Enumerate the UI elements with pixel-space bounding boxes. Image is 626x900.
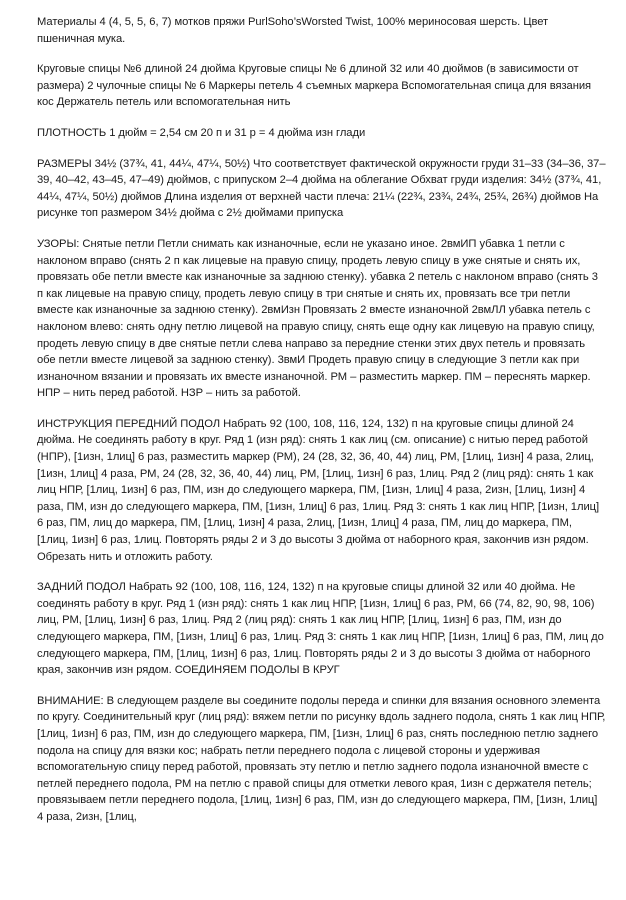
front-hem-paragraph: ИНСТРУКЦИЯ ПЕРЕДНИЙ ПОДОЛ Набрать 92 (100, 108, 116, 124, 132) п на круговые спицы длиной 24 дюйма. Не соединять работу в круг. Ряд 1 (изн ряд): снять 1 как лиц (см. описание) с нитью перед работой (НПР), [1изн, 1лиц] 6 раз, разместить маркер (РМ), 24 (28, 32, 36, 40, 44) лиц, РМ, [1лиц, 1изн] 4 раза, 2лиц, [1изн, 1лиц] 4 раза, РМ, 24 (28, 32, 36, 40, 44) лиц, РМ, [1лиц, 1изн] 6 раз, 1лиц. Ряд 2 (лиц ряд): снять 1 как лиц НПР, [1лиц, 1изн] 6 раз, ПМ, изн до следующего маркера, ПМ, [1изн, 1лиц] 4 раза, 2изн, [1лиц, 1изн] 4 раза, ПМ, изн до следующего маркера, ПМ, [1изн, 1лиц] 6 раз, 1лиц. Ряд 3: снять 1 как лиц НПР, [1изн, 1лиц] 6 раз, ПМ, лиц до маркера, ПМ, [1лиц, 1изн] 4 раза, 2лиц, [1изн, 1лиц] 4 раза, ПМ, лиц до маркера, ПМ, [1лиц, 1изн] 6 раз, 1лиц. Повторять ряды 2 и 3 до высоты 3 дюйма от наборного края, закончив изн рядом. Обрезать нить и отложить работу. — [37, 417, 600, 563]
back-hem-paragraph: ЗАДНИЙ ПОДОЛ Набрать 92 (100, 108, 116, 124, 132) п на круговые спицы длиной 32 или 40 дюйма. Не соединять работу в круг. Ряд 1 (изн ряд): снять 1 как лиц НПР, [1изн, 1лиц] 6 раз, РМ, 66 (74, 82, 90, 98, 106) лиц, РМ, [1лиц, 1изн] 6 раз, 1лиц. Ряд 2 (лиц ряд): снять 1 как лиц НПР, [1лиц, 1изн] 6 раз, ПМ, изн до следующего маркера, ПМ, [1изн, 1лиц] 6 раз, 1лиц. Ряд 3: снять 1 как лиц НПР, [1изн, 1лиц] 6 раз, ПМ, лиц до следующего маркера, ПМ, [1лиц, 1изн] 6 раз, 1лиц. Повторять ряды 2 и 3 до высоты 3 дюйма от наборного края, закончив изн рядом. СОЕДИНЯЕМ ПОДОЛЫ В КРУГ — [37, 581, 604, 677]
materials-paragraph: Материалы 4 (4, 5, 5, 6, 7) мотков пряжи PurlSoho’sWorsted Twist, 100% мериносовая шерсть. Цвет пшеничная мука. — [37, 16, 549, 45]
needles-paragraph: Круговые спицы №6 длиной 24 дюйма Круговые спицы № 6 длиной 32 или 40 дюймов (в зависимости от размера) 2 чулочные спицы № 6 Маркеры петель 4 съемных маркера Вспомогательная спица для вязания кос Держатель петель или вспомогательная нить — [37, 63, 592, 109]
sizes-paragraph: РАЗМЕРЫ 34½ (37¾, 41, 44¼, 47¼, 50½) Что соответствует фактической окружности груди 31–33 (34–36, 37–39, 40–42, 43–45, 47–49) дюймов, с припуском 2–4 дюйма на облегание Обхват груди изделия: 34½ (37¾, 41, 44¼, 47¼, 50½) дюймов Длина изделия от верхней части плеча: 21¼ (22¾, 23¾, 24¾, 25¾, 26¾) дюймов На рисунке топ размером 34½ дюйма с 2½ дюймами припуска — [37, 157, 606, 220]
patterns-paragraph: УЗОРЫ: Снятые петли Петли снимать как изнаночные, если не указано иное. 2вмИП убавка 1 петли с наклоном вправо (снять 2 п как лицевые на правую спицу, продеть левую спицу в уже снятые и снять их, провязать обе петли вместе как изнаночные за заднюю стенку). убавка 2 петель с наклоном вправо (снять 3 п как лицевые на правую спицу, продеть левую спицу в три снятые и снять их, провязать все три петли вместе как изнаночные за заднюю стенку). 2вмИзн Провязать 2 вместе изнаночной 2вмЛЛ убавка петель с наклоном влево: снять одну петлю лицевой на правую спицу, снять еще одну как лицевую на правую спицу, продеть левую спицу в две снятые петли слева направо за передние стенки этих двух петель и провязать обе петли вместе лицевой за заднюю стенку). 3вмИ Продеть правую спицу в следующие 3 петли как при изнаночном вязании и провязать их вместе изнаночной. РМ – разместить маркер. ПМ – переснять маркер. НПР – нить перед работой. НЗР – нить за работой. — [37, 237, 598, 400]
attention-paragraph: ВНИМАНИЕ: В следующем разделе вы соедините подолы переда и спинки для вязания основного элемента по кругу. Соединительный круг (лиц ряд): вяжем петли по рисунку вдоль заднего подола, снять 1 как лиц НПР, [1лиц, 1изн] 6 раз, ПМ, изн до следующего маркера, ПМ, [1изн, 1лиц] 6 раз, снять последнюю петлю заднего подола на спицу для вязки кос; набрать петли переднего подола с лицевой стороны и удерживая вспомогательную спицу перед работой, провязать эту петлю и петлю заднего подола изнаночной вместе с петлей переднего подола, РМ на петлю с правой спицы для отметки левого края, 1изн с держателя петель; провязываем петли переднего подола, [1лиц, 1изн] 6 раз, ПМ, изн до следующего маркера, ПМ, [1изн, 1лиц] 4 раза, 2изн, [1лиц, — [37, 694, 606, 823]
gauge-paragraph: ПЛОТНОСТЬ 1 дюйм = 2,54 см 20 п и 31 р = 4 дюйма изн глади — [37, 126, 366, 139]
